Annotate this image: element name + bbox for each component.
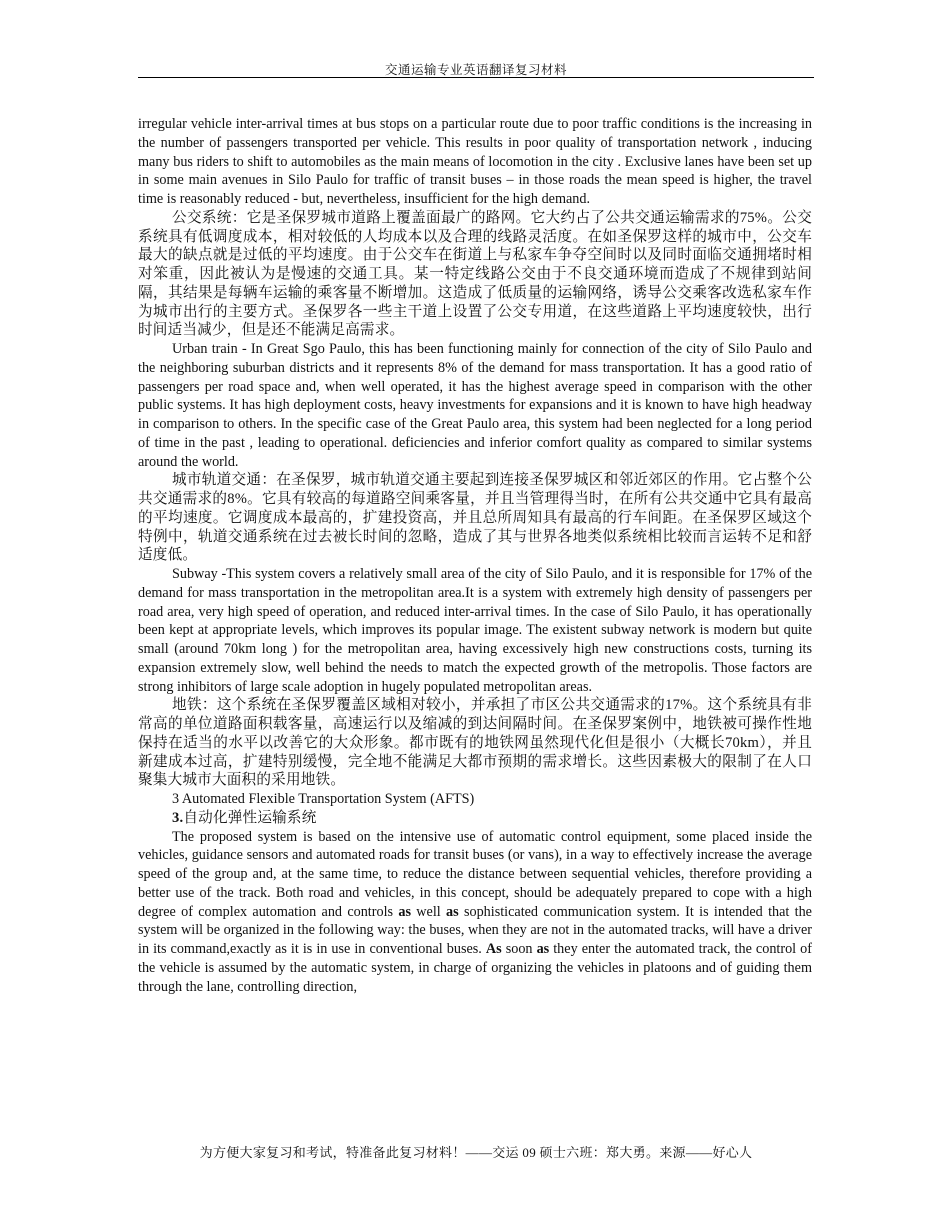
paragraph-afts-en [138, 828, 812, 997]
section-heading-zh [138, 809, 812, 828]
text-run: they enter the automated track, the control of the vehicle is assumed by the automatic system, in charge of organizing the vehicles in platoons and of guiding them through the lane, controlling direction, [138, 941, 812, 995]
text-run: The proposed system is based on the intensive use of automatic control equipment, some placed inside the vehicles, guidance sensors and automated roads for transit buses (or vans), in a way to effectively increase the average speed of the group and, at the same time, to reduce the distance between sequential vehicles, therefore providing a better use of the track. Both road and vehicles, in this concept, should be adequately prepared to cope with a high degree of complex automation and controls [138, 828, 812, 920]
bold-word: as [536, 941, 550, 957]
paragraph-subway-zh: 地铁：这个系统在圣保罗覆盖区域相对较小，并承担了市区公共交通需求的17%。这个系统具有非常高的单位道路面积载客量，高速运行以及缩减的到达间隔时间。在圣保罗案例中，地铁被可操作性地保持在适当的水平以改善它的大众形象。都市既有的地铁网虽然现代化但是很小（大概长70km），并且新建成本过高，扩建特别缓慢，完全地不能满足大都市预期的需求增长。这些因素极大的限制了在人口聚集大城市大面积的采用地铁。 [138, 697, 812, 789]
paragraph-bus-zh: 公交系统：它是圣保罗城市道路上覆盖面最广的路网。它大约占了公共交通运输需求的75%。公交系统具有低调度成本，相对较低的人均成本以及合理的线路灵活度。在如圣保罗这样的城市中，公交车最大的缺点就是过低的平均速度。由于公交车在街道上与私家车争夺空间时以及同时面临交通拥堵时相对笨重，因此被认为是慢速的交通工具。某一特定线路公交由于不良交通环境而造成了不规律到站间隔，其结果是每辆车运输的乘客量不断增加。这造成了低质量的运输网络，诱导公交乘客改选私家车作为城市出行的主要方式。圣保罗各一些主干道上设置了公交专用道，在这些道路上平均速度较快，出行时间适当减少，但是还不能满足高需求。 [138, 209, 812, 339]
section-title-zh: 自动化弹性运输系统 [183, 809, 317, 826]
document-body [138, 115, 812, 996]
bold-word: as [446, 903, 459, 920]
text-run: well [410, 903, 447, 920]
text-run: soon [501, 941, 537, 957]
section-number: 3. [172, 809, 184, 826]
paragraph-urban-train-en: Urban train - In Great Sgo Paulo, this has been functioning mainly for connection of the city of Silo Paulo and the neighboring suburban districts and it represents 8% of the demand for mass transportation. It has a good ratio of passengers per road space and, when well operated, it has the highest average speed in comparison with the other public systems. It has high deployment costs, heavy investments for expansions and it is known to have high headway in comparison to others. In the specific case of the Great Paulo area, this system had been neglected for a long period of time in the past , leading to operational. deficiencies and inferior comfort quality as compared to similar systems around the world. [138, 341, 812, 470]
paragraph-bus-en-continued: irregular vehicle inter-arrival times at bus stops on a particular route due to poor traffic conditions is the increasing in the number of passengers transported per vehicle. This results in poor quality of transportation network , inducing many bus riders to shift to automobiles as the main means of locomotion in the city . Exclusive lanes have been set up in some main avenues in Silo Paulo for traffic of transit buses – in those roads the mean speed is higher, the travel time is reasonably reduced - but, nevertheless, insufficient for the high demand. [138, 116, 812, 207]
bold-word: As [485, 941, 502, 957]
page-header: 交通运输专业英语翻译复习材料 [384, 63, 567, 77]
text-run: sophisticated communication system. It is intended that the system will be organized in the following way: the buses, when they are not in the automated tracks, will have a driver in its command,exactly as it is in use in conventional buses. [138, 903, 812, 957]
page-footer: 为方便大家复习和考试，特准备此复习材料！——交运 09 硕士六班：郑大勇。来源——好心人 [199, 1145, 753, 1160]
section-heading-en: 3 Automated Flexible Transportation System (AFTS) [172, 791, 475, 807]
paragraph-urban-train-zh: 城市轨道交通：在圣保罗，城市轨道交通主要起到连接圣保罗城区和邻近郊区的作用。它占整个公共交通需求的8%。它具有较高的每道路空间乘客量，并且当管理得当时，在所有公共交通中它具有最高的平均速度。它调度成本最高的，扩建投资高，并且总所周知具有最高的行车间距。在圣保罗区域这个特例中，轨道交通系统在过去被长时间的忽略，造成了其与世界各地类似系统相比较而言运转不足和舒适度低。 [138, 472, 812, 564]
bold-word: as [398, 903, 411, 920]
paragraph-subway-en: Subway -This system covers a relatively small area of the city of Silo Paulo, and it is responsible for 17% of the demand for mass transportation in the metropolitan area.It is a system with extremely high density of passengers per road area, very high speed of operation, and reduced inter-arrival times. In the case of Silo Paulo, it has operationally been kept at appropriate levels, which improves its popular image. The existent subway network is modern but quite small (around 70km long ) for the metropolitan area, having excessively high new constructions costs, turning its expansion extremely slow, well behind the needs to match the expected growth of the metropolis. Those factors are strong inhibitors of large scale adoption in hugely populated metropolitan areas. [138, 566, 812, 695]
header-rule [138, 77, 814, 78]
